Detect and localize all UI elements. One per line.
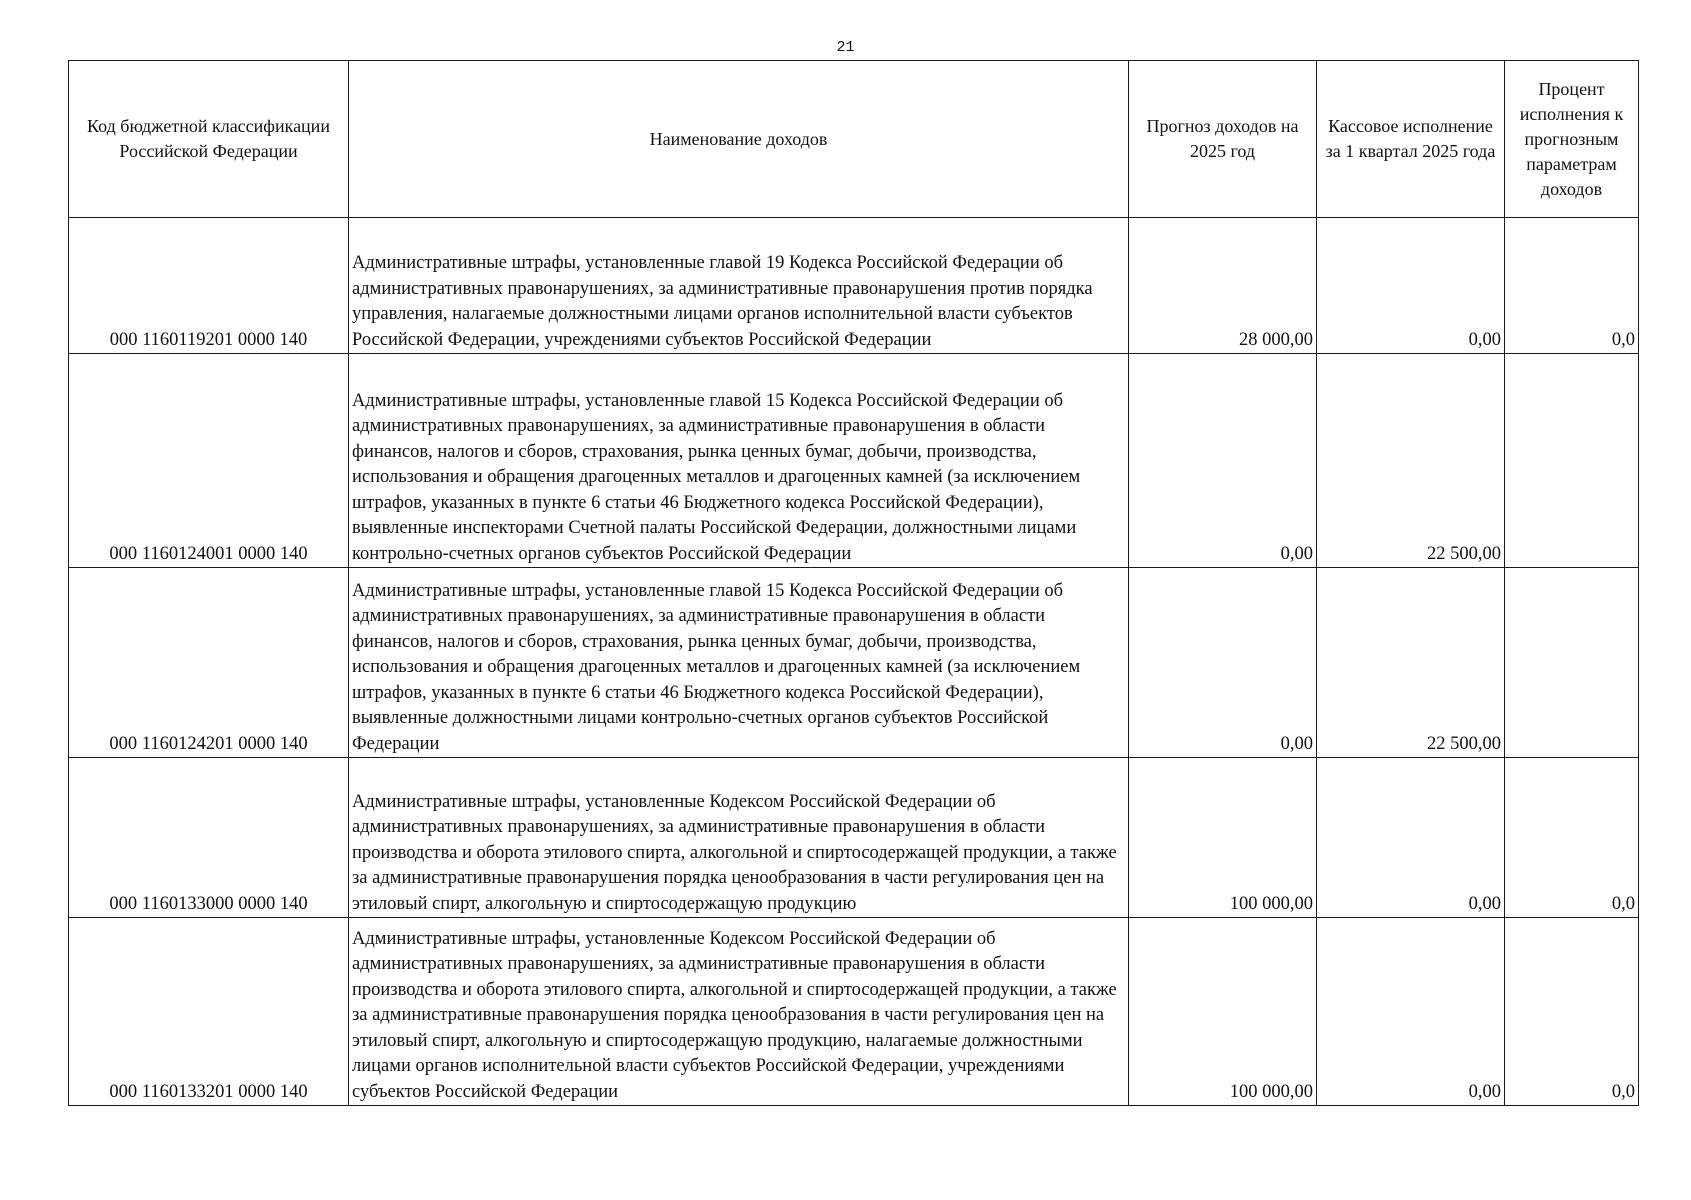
row-percent: 0,0: [1505, 918, 1639, 1106]
row-cash: 0,00: [1317, 218, 1505, 354]
header-forecast: Прогноз доходов на 2025 год: [1129, 61, 1317, 218]
row-cash: 22 500,00: [1317, 568, 1505, 758]
row-name: Административные штрафы, установленные главой 19 Кодекса Российской Федерации об административных правонарушениях, за административные правонарушения против порядка управления, налагаемые должностными лицами органов исполнительной власти субъектов Российской Федерации, учреждениями субъектов Российской Федерации: [349, 218, 1129, 354]
row-name: Административные штрафы, установленные главой 15 Кодекса Российской Федерации об административных правонарушениях, за административные правонарушения в области финансов, налогов и сборов, страхования, рынка ценных бумаг, добычи, производства, использования и обращения драгоценных металлов и драгоценных камней (за исключением штрафов, указанных в пункте 6 статьи 46 Бюджетного кодекса Российской Федерации), выявленные инспекторами Счетной палаты Российской Федерации, должностными лицами контрольно-счетных органов субъектов Российской Федерации: [349, 354, 1129, 568]
row-code: 000 1160133000 0000 140: [69, 758, 349, 918]
row-forecast: 100 000,00: [1129, 918, 1317, 1106]
row-forecast: 28 000,00: [1129, 218, 1317, 354]
row-cash: 22 500,00: [1317, 354, 1505, 568]
row-code: 000 1160133201 0000 140: [69, 918, 349, 1106]
table-row: [69, 218, 1639, 354]
revenue-table: [68, 60, 1639, 1106]
page-number: 21: [836, 39, 855, 56]
row-forecast: 0,00: [1129, 568, 1317, 758]
table-row: [69, 568, 1639, 758]
row-code: 000 1160124201 0000 140: [69, 568, 349, 758]
header-name: Наименование доходов: [349, 61, 1129, 218]
header-cash: Кассовое исполнение за 1 квартал 2025 года: [1317, 61, 1505, 218]
table-row: [69, 354, 1639, 568]
row-percent: [1505, 568, 1639, 758]
row-code: 000 1160124001 0000 140: [69, 354, 349, 568]
row-name: Административные штрафы, установленные главой 15 Кодекса Российской Федерации об административных правонарушениях, за административные правонарушения в области финансов, налогов и сборов, страхования, рынка ценных бумаг, добычи, производства, использования и обращения драгоценных металлов и драгоценных камней (за исключением штрафов, указанных в пункте 6 статьи 46 Бюджетного кодекса Российской Федерации), выявленные должностными лицами контрольно-счетных органов субъектов Российской Федерации: [349, 568, 1129, 758]
header-code: Код бюджетной классификации Российской Федерации: [69, 61, 349, 218]
row-forecast: 100 000,00: [1129, 758, 1317, 918]
table-row: [69, 918, 1639, 1106]
header-percent: Процент исполнения к прогнозным параметрам доходов: [1505, 61, 1639, 218]
table-row: [69, 758, 1639, 918]
row-cash: 0,00: [1317, 758, 1505, 918]
row-name: Административные штрафы, установленные Кодексом Российской Федерации об административных правонарушениях, за административные правонарушения в области производства и оборота этилового спирта, алкогольной и спиртосодержащей продукции, а также за административные правонарушения порядка ценообразования в части регулирования цен на этиловый спирт, алкогольную и спиртосодержащую продукцию: [349, 758, 1129, 918]
row-cash: 0,00: [1317, 918, 1505, 1106]
row-code: 000 1160119201 0000 140: [69, 218, 349, 354]
row-percent: 0,0: [1505, 758, 1639, 918]
row-name: Административные штрафы, установленные Кодексом Российской Федерации об административных правонарушениях, за административные правонарушения в области производства и оборота этилового спирта, алкогольной и спиртосодержащей продукции, а также за административные правонарушения порядка ценообразования в части регулирования цен на этиловый спирт, алкогольную и спиртосодержащую продукцию, налагаемые должностными лицами органов исполнительной власти субъектов Российской Федерации, учреждениями субъектов Российской Федерации: [349, 918, 1129, 1106]
row-forecast: 0,00: [1129, 354, 1317, 568]
row-percent: [1505, 354, 1639, 568]
header-row: [69, 61, 1639, 218]
row-percent: 0,0: [1505, 218, 1639, 354]
